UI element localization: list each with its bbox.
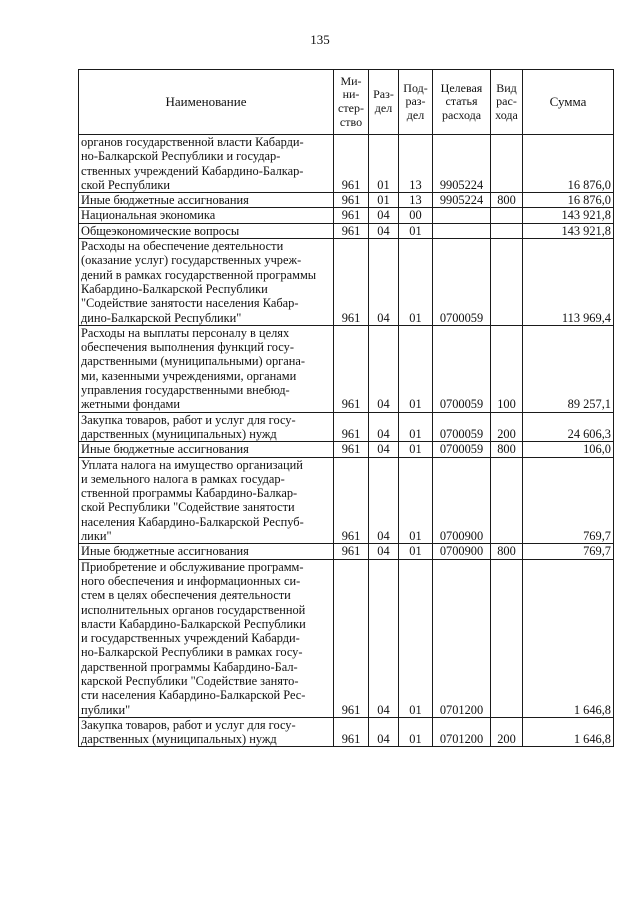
cell-expense-type: 800 [491, 544, 523, 559]
cell-sum: 16 876,0 [523, 135, 614, 193]
cell-target-article: 9905224 [433, 135, 491, 193]
cell-target-article: 0700900 [433, 544, 491, 559]
cell-subsection: 01 [399, 457, 433, 544]
header-expense-type: Вид рас- хода [491, 70, 523, 135]
cell-name: Уплата налога на имущество организаций и земельного налога в рамках государ- ственной программы Кабардино-Балкар- ской Республики "Содействие занятости населения Кабардино-Балкарской Респуб- лики" [79, 457, 334, 544]
cell-section: 01 [369, 193, 399, 208]
cell-name: Общеэкономические вопросы [79, 223, 334, 238]
cell-section: 04 [369, 559, 399, 717]
cell-expense-type: 100 [491, 325, 523, 412]
cell-section: 04 [369, 208, 399, 223]
cell-section: 04 [369, 239, 399, 326]
cell-name: Иные бюджетные ассигнования [79, 442, 334, 457]
table-row [79, 239, 614, 326]
cell-subsection: 01 [399, 559, 433, 717]
table-row [79, 325, 614, 412]
table-row [79, 412, 614, 442]
cell-target-article: 0700059 [433, 239, 491, 326]
cell-name: Иные бюджетные ассигнования [79, 544, 334, 559]
cell-ministry: 961 [334, 135, 369, 193]
cell-name: Расходы на выплаты персоналу в целях обеспечения выполнения функций госу- дарственными (муниципальными) органа- ми, казенными учреждениями, органами управления государственными внебюд- жетными фондами [79, 325, 334, 412]
cell-subsection: 01 [399, 325, 433, 412]
cell-target-article [433, 208, 491, 223]
cell-ministry: 961 [334, 457, 369, 544]
cell-expense-type: 800 [491, 442, 523, 457]
cell-ministry: 961 [334, 239, 369, 326]
cell-target-article: 0701200 [433, 559, 491, 717]
cell-ministry: 961 [334, 193, 369, 208]
header-ministry: Ми- ни- стер- ство [334, 70, 369, 135]
cell-subsection: 01 [399, 544, 433, 559]
table-row [79, 208, 614, 223]
cell-sum: 1 646,8 [523, 559, 614, 717]
table-row [79, 193, 614, 208]
cell-sum: 24 606,3 [523, 412, 614, 442]
header-name: Наименование [79, 70, 334, 135]
cell-expense-type: 200 [491, 717, 523, 747]
cell-sum: 113 969,4 [523, 239, 614, 326]
cell-name: Закупка товаров, работ и услуг для госу- дарственных (муниципальных) нужд [79, 717, 334, 747]
cell-section: 04 [369, 412, 399, 442]
table-row [79, 544, 614, 559]
cell-name: Приобретение и обслуживание программ- ного обеспечения и информационных си- стем в целях обеспечения деятельности исполнительных органов государственной власти Кабардино-Балкарской Республики и государственных учреждений Кабарди- но-Балкарской Республики в рамках госу- дарственной программы Кабардино-Бал- карской Республики "Содействие занято- сти населения Кабардино-Балкарской Рес- публики" [79, 559, 334, 717]
cell-subsection: 01 [399, 442, 433, 457]
cell-section: 01 [369, 135, 399, 193]
table-row [79, 559, 614, 717]
cell-subsection: 01 [399, 412, 433, 442]
header-sum: Сумма [523, 70, 614, 135]
cell-ministry: 961 [334, 559, 369, 717]
cell-ministry: 961 [334, 442, 369, 457]
cell-name: Закупка товаров, работ и услуг для госу- дарственных (муниципальных) нужд [79, 412, 334, 442]
cell-target-article: 0700059 [433, 412, 491, 442]
cell-sum: 89 257,1 [523, 325, 614, 412]
cell-subsection: 01 [399, 239, 433, 326]
budget-table [78, 69, 614, 747]
cell-sum: 769,7 [523, 457, 614, 544]
cell-section: 04 [369, 223, 399, 238]
cell-target-article [433, 223, 491, 238]
header-subsection: Под- раз- дел [399, 70, 433, 135]
cell-subsection: 13 [399, 135, 433, 193]
cell-target-article: 0701200 [433, 717, 491, 747]
cell-ministry: 961 [334, 208, 369, 223]
cell-section: 04 [369, 442, 399, 457]
cell-ministry: 961 [334, 325, 369, 412]
cell-ministry: 961 [334, 412, 369, 442]
cell-ministry: 961 [334, 223, 369, 238]
cell-sum: 143 921,8 [523, 223, 614, 238]
cell-sum: 1 646,8 [523, 717, 614, 747]
header-row [79, 70, 614, 135]
cell-subsection: 13 [399, 193, 433, 208]
header-section: Раз- дел [369, 70, 399, 135]
cell-expense-type: 800 [491, 193, 523, 208]
cell-subsection: 01 [399, 717, 433, 747]
cell-section: 04 [369, 544, 399, 559]
cell-section: 04 [369, 717, 399, 747]
cell-sum: 143 921,8 [523, 208, 614, 223]
cell-name: Расходы на обеспечение деятельности (оказание услуг) государственных учреж- дений в рамках государственной программы Кабардино-Балкарской Республики "Содействие занятости населения Кабар- дино-Балкарской Республики" [79, 239, 334, 326]
cell-section: 04 [369, 457, 399, 544]
cell-target-article: 0700059 [433, 325, 491, 412]
cell-expense-type [491, 208, 523, 223]
cell-expense-type [491, 135, 523, 193]
cell-target-article: 0700900 [433, 457, 491, 544]
cell-sum: 106,0 [523, 442, 614, 457]
table-row [79, 717, 614, 747]
cell-expense-type [491, 223, 523, 238]
header-target-article: Целевая статья расхода [433, 70, 491, 135]
page-number: 135 [310, 32, 330, 47]
cell-ministry: 961 [334, 544, 369, 559]
table-row [79, 442, 614, 457]
cell-sum: 16 876,0 [523, 193, 614, 208]
cell-sum: 769,7 [523, 544, 614, 559]
cell-expense-type [491, 239, 523, 326]
table-body [79, 135, 614, 747]
cell-expense-type [491, 559, 523, 717]
cell-expense-type: 200 [491, 412, 523, 442]
table-header [79, 70, 614, 135]
cell-target-article: 0700059 [433, 442, 491, 457]
cell-target-article: 9905224 [433, 193, 491, 208]
cell-section: 04 [369, 325, 399, 412]
table-row [79, 457, 614, 544]
cell-name: Национальная экономика [79, 208, 334, 223]
cell-subsection: 00 [399, 208, 433, 223]
table-row [79, 223, 614, 238]
table-row [79, 135, 614, 193]
cell-ministry: 961 [334, 717, 369, 747]
cell-subsection: 01 [399, 223, 433, 238]
cell-expense-type [491, 457, 523, 544]
cell-name: органов государственной власти Кабарди- но-Балкарской Республики и государ- ственных учреждений Кабардино-Балкар- ской Республики [79, 135, 334, 193]
cell-name: Иные бюджетные ассигнования [79, 193, 334, 208]
